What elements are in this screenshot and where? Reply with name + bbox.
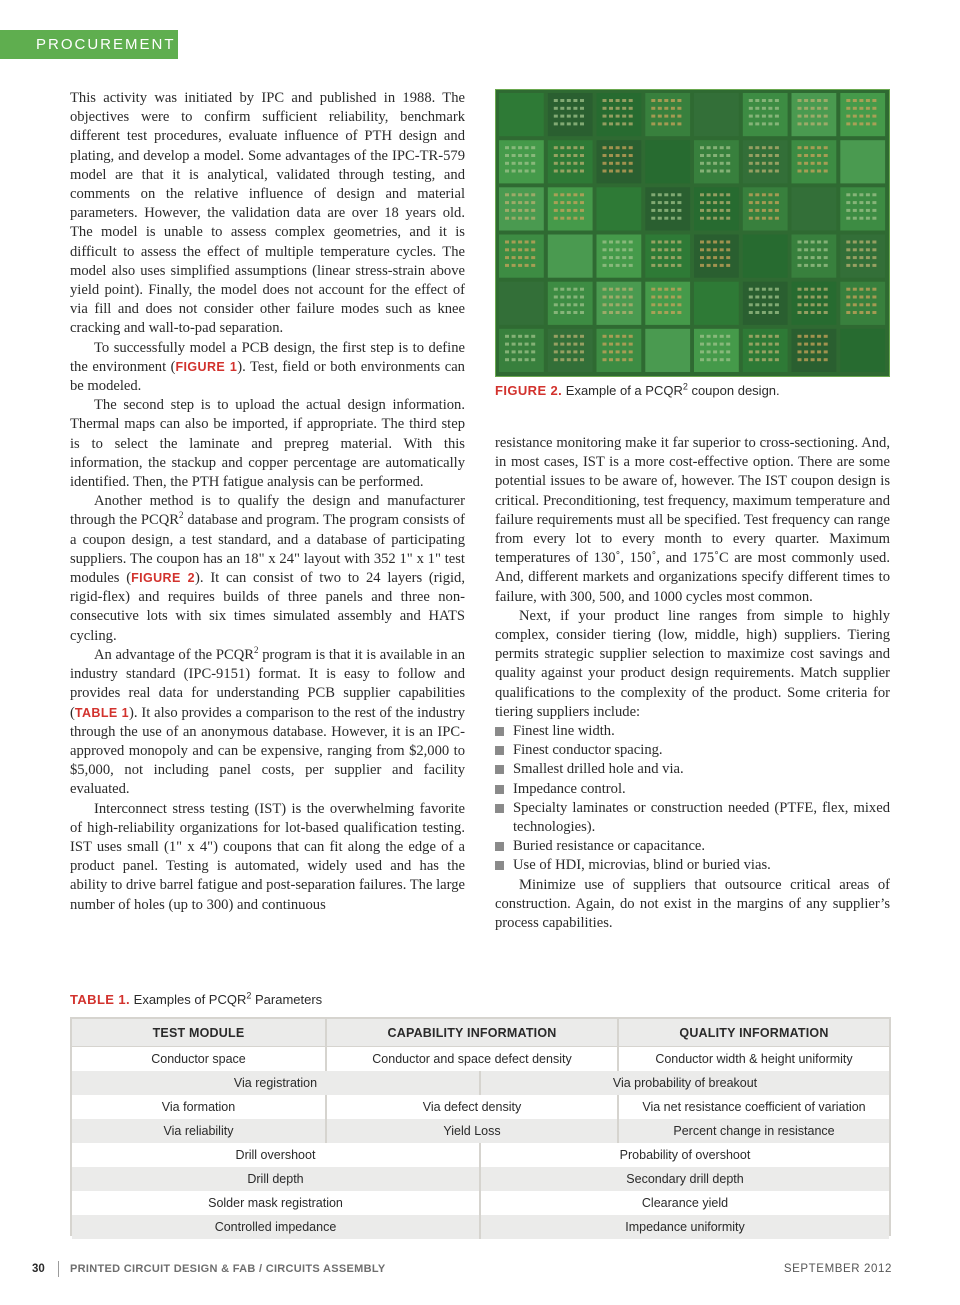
test-module-tile	[548, 235, 593, 278]
table-cell: Controlled impedance	[72, 1215, 481, 1239]
table-cell: Impedance uniformity	[625, 1220, 745, 1234]
list-item: Buried resistance or capacitance.	[495, 837, 890, 856]
list-item: Specialty laminates or construction needed (PTFE, flex, mixed technologies).	[495, 799, 890, 837]
test-module-tile	[694, 93, 739, 136]
table-cell: Conductor space	[72, 1047, 327, 1071]
test-module-tile	[499, 93, 544, 136]
table-cell: Conductor width & height uniformity	[655, 1052, 853, 1066]
test-module-tile	[743, 235, 788, 278]
left-paragraph-2: To successfully model a PCB design, the first step is to define the environment (FIGURE 1). Test, field or both environments can be modeled.	[70, 339, 465, 395]
pcqr-coupon-image	[495, 89, 890, 377]
square-bullet-icon	[495, 785, 504, 794]
left-paragraph-6: Interconnect stress testing (IST) is the overwhelming favorite of high-reliability organizations for lot-based qualification testing. IST uses small (1" x 4") coupons that can fit along the edge of a product panel. Testing is automated, widely used and has the ability to drive barrel fatigue and post-separation failures. The large number of holes (up to 300) and continuous	[70, 800, 465, 913]
table-cell: Clearance yield	[641, 1196, 729, 1210]
test-module-tile	[597, 187, 642, 230]
list-item: Finest conductor spacing.	[495, 741, 890, 760]
page-footer	[32, 1262, 892, 1280]
table-row	[72, 1143, 889, 1167]
left-paragraph-5: An advantage of the PCQR$^2$ program is that it is available in an industry standard (IPC-9151) format. It is easy to follow and provides real data for understanding PCB supplier capabilities (TABLE 1). It also provides a comparison to the rest of the industry through the use of an anonymous database. However, it is an IPC-approved monopoly and can be expensive, ranging from $2,000 to $5,000, not including panel costs, per supplier and facility evaluated.	[70, 645, 465, 798]
square-bullet-icon	[495, 842, 504, 851]
list-item: Finest line width.	[495, 722, 890, 741]
table-row	[72, 1215, 889, 1239]
table-cell: Via formation	[72, 1095, 327, 1119]
table-cell: Probability of overshoot	[619, 1148, 751, 1162]
list-item: Use of HDI, microvias, blind or buried vias.	[495, 856, 890, 875]
table-1-label: TABLE 1.	[70, 992, 131, 1007]
table-cell: Secondary drill depth	[626, 1172, 744, 1186]
section-label: PROCUREMENT	[36, 36, 176, 53]
square-bullet-icon	[495, 861, 504, 870]
table-cell: Via probability of breakout	[612, 1076, 758, 1090]
table-cell: Solder mask registration	[72, 1191, 481, 1215]
header-quality-information: QUALITY INFORMATION	[679, 1025, 829, 1040]
figure-2-caption: FIGURE 2. Example of a PCQR$^2$ coupon design.	[495, 381, 780, 398]
table-row	[72, 1167, 889, 1191]
right-column	[495, 434, 890, 933]
left-paragraph-4: Another method is to qualify the design and manufacturer through the PCQR$^2$ database and program. The program consists of a coupon design, a test standard, and a database of participating suppliers. The coupon has an 18" x 24" layout with 352 1" x 1" test modules (FIGURE 2). It can consist of two to 24 layers (rigid, rigid-flex) and requires builds of three panels and three non-consecutive lots with six times simulated assembly and HATS cycling.	[70, 493, 465, 644]
table-row	[72, 1191, 889, 1215]
table-row	[72, 1071, 889, 1095]
table-row	[72, 1047, 889, 1071]
test-module-tile	[840, 329, 885, 372]
right-paragraph-3: Minimize use of suppliers that outsource critical areas of construction. Again, do not exist in the margins of any supplier’s process capabilities.	[495, 876, 890, 932]
table-cell: Drill overshoot	[72, 1143, 481, 1167]
figure-2-reference[interactable]: FIGURE 2	[131, 571, 196, 586]
test-module-tile	[840, 140, 885, 183]
table-row	[72, 1119, 889, 1143]
left-paragraph-1: This activity was initiated by IPC and published in 1988. The objectives were to confirm sufficient reliability, benchmark different test procedures, evaluate influence of PTH design and plating, and develop a model. Some advantages of the IPC-TR-579 model are that it is analytical, validated through testing, and comments on the relative influence of design and material parameters. However, the validation data are over 18 years old. The model is unable to assess complex geometries, and it is difficult to assess the effect of multiple temperature cycles. The model also uses simplified assumptions (linear stress-strain above yield point). Finally, the model does not account for the effect of via fill and does not consider other failure modes such as knee cracking and wall-to-pad separation.	[70, 90, 465, 337]
table-header-row	[72, 1019, 889, 1047]
table-cell: Via net resistance coefficient of variation	[642, 1100, 866, 1114]
footer-divider	[58, 1261, 59, 1277]
right-paragraph-2: Next, if your product line ranges from simple to highly complex, consider tiering (low, middle, high) suppliers. Tiering permits strategic supplier selection to maximize cost savings and quality against your product design requirements. Match supplier qualifications to the complexity of the product. Some criteria for tiering suppliers include:	[495, 607, 890, 720]
square-bullet-icon	[495, 765, 504, 774]
table-1-caption: TABLE 1. Examples of PCQR$^2$ Parameters	[70, 990, 323, 1007]
test-module-tile	[792, 187, 837, 230]
table-1-reference[interactable]: TABLE 1	[74, 705, 130, 720]
issue-date: SEPTEMBER 2012	[783, 1263, 892, 1275]
pcqr-parameters-table	[70, 1017, 891, 1236]
table-cell: Via registration	[72, 1071, 481, 1095]
table-cell: Via reliability	[72, 1119, 327, 1143]
list-item: Impedance control.	[495, 780, 890, 799]
right-paragraph-1: resistance monitoring make it far superior to cross-sectioning. And, in most cases, IST is a more cost-effective option. There are some potential issues to be aware of, however. The IST coupon design is critical. Preconditioning, test frequency, maximum temperature and failure requirements must all be specified. Test frequency can range from every lot to every month to every quarter. Maximum temperatures of 130˚, 150˚, and 175˚C are most commonly used. And, different markets and organizations specify different times to failure, with 300, 500, and 1000 cycles most common.	[495, 435, 891, 605]
header-test-module: TEST MODULE	[72, 1019, 327, 1046]
page-number: 30	[32, 1263, 45, 1275]
test-module-tile	[499, 282, 544, 325]
publication-name: PRINTED CIRCUIT DESIGN & FAB / CIRCUITS ASSEMBLY	[70, 1263, 386, 1275]
header-capability-information: CAPABILITY INFORMATION	[327, 1019, 619, 1046]
tiering-criteria-list	[495, 722, 890, 876]
test-module-tile	[694, 282, 739, 325]
pcqr-coupon-graphic	[496, 90, 889, 376]
square-bullet-icon	[495, 727, 504, 736]
section-tab	[0, 30, 178, 59]
table-cell: Percent change in resistance	[673, 1124, 835, 1138]
square-bullet-icon	[495, 804, 504, 813]
test-module-tile	[645, 140, 690, 183]
list-item: Smallest drilled hole and via.	[495, 760, 890, 779]
table-cell: Yield Loss	[327, 1119, 619, 1143]
table-row	[72, 1095, 889, 1119]
table-cell: Drill depth	[72, 1167, 481, 1191]
square-bullet-icon	[495, 746, 504, 755]
left-column	[70, 89, 465, 915]
figure-1-reference[interactable]: FIGURE 1	[175, 359, 238, 374]
left-paragraph-3: The second step is to upload the actual design information. Thermal maps can also be imported, if appropriate. The third step is to select the laminate and prepreg material. With this information, the stackup and copper percentage are automatically identified. Then, the PTH fatigue analysis can be performed.	[70, 397, 465, 491]
test-module-tile	[645, 329, 690, 372]
table-cell: Via defect density	[327, 1095, 619, 1119]
table-cell: Conductor and space defect density	[327, 1047, 619, 1071]
figure-2-label: FIGURE 2.	[495, 383, 563, 398]
